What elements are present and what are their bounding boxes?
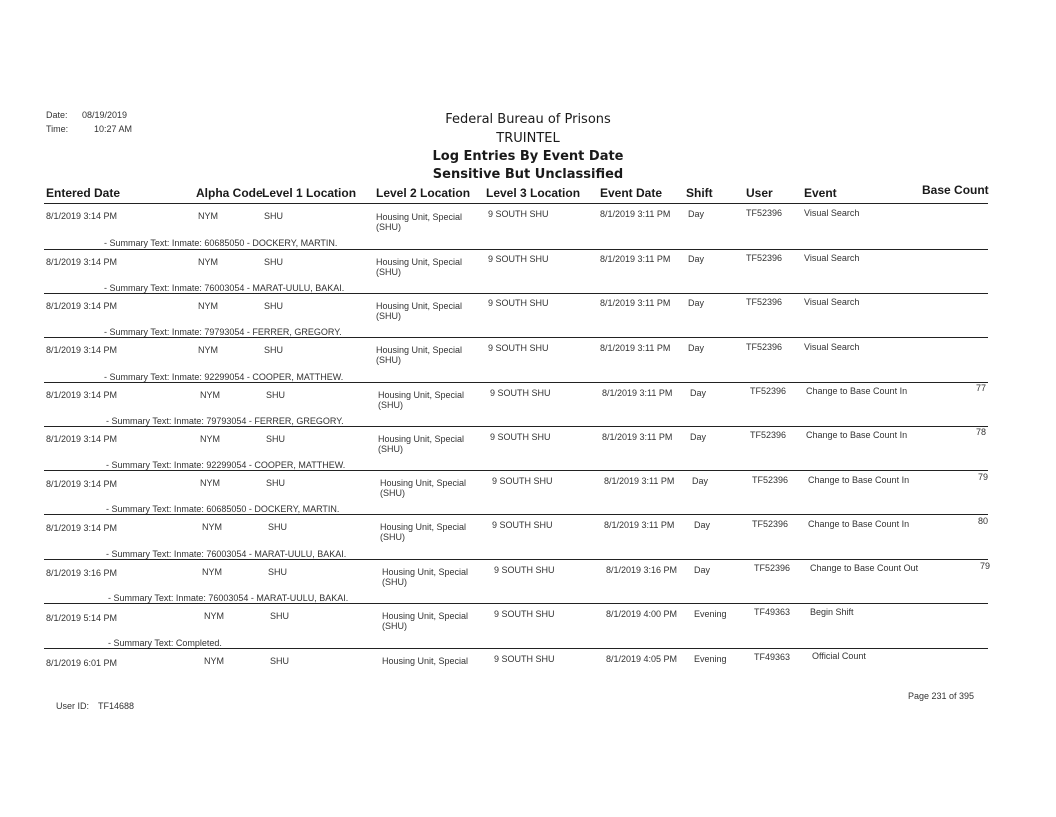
cell-user: TF52396 — [752, 519, 789, 529]
cell-entered: 8/1/2019 3:14 PM — [46, 345, 118, 355]
cell-event: Begin Shift — [810, 607, 854, 617]
row-divider — [44, 382, 988, 383]
cell-event: Change to Base Count Out — [810, 563, 919, 573]
cell-user: TF52396 — [746, 297, 783, 307]
cell-level2: Housing Unit, Special (SHU) — [380, 478, 467, 498]
cell-event-date: 8/1/2019 3:11 PM — [600, 298, 671, 308]
cell-event: Visual Search — [804, 297, 860, 307]
cell-user: TF49363 — [754, 607, 791, 617]
cell-event-date: 8/1/2019 3:11 PM — [600, 343, 671, 353]
cell-alpha: NYM — [202, 522, 222, 532]
cell-entered: 8/1/2019 5:14 PM — [46, 613, 118, 623]
cell-event: Change to Base Count In — [808, 475, 910, 485]
row-divider — [44, 514, 988, 515]
cell-event-date: 8/1/2019 4:05 PM — [606, 654, 678, 664]
cell-level2: Housing Unit, Special (SHU) — [378, 390, 465, 410]
cell-event-date: 8/1/2019 3:11 PM — [600, 209, 671, 219]
col-entered-date: Entered Date — [46, 186, 121, 200]
cell-entered: 8/1/2019 3:16 PM — [46, 568, 118, 578]
col-base-count: Base Count — [922, 183, 989, 197]
cell-event: Visual Search — [804, 208, 860, 218]
cell-level1: SHU — [266, 434, 286, 444]
report-title: Log Entries By Event Date — [432, 149, 624, 164]
footer-user-id-label: User ID: — [56, 701, 90, 711]
col-level2: Level 2 Location — [376, 186, 471, 200]
cell-entered: 8/1/2019 3:14 PM — [46, 390, 118, 400]
cell-shift: Day — [688, 298, 705, 308]
cell-entered: 8/1/2019 3:14 PM — [46, 434, 118, 444]
cell-base-count: 79 — [978, 472, 989, 482]
cell-user: TF52396 — [752, 475, 789, 485]
col-shift: Shift — [686, 186, 713, 200]
footer-user-id-value: TF14688 — [98, 701, 135, 711]
row-summary: - Summary Text: Inmate: 92299054 - COOPER, MATTHEW. — [104, 372, 344, 382]
cell-level3: 9 SOUTH SHU — [492, 476, 553, 486]
cell-event: Change to Base Count In — [808, 519, 910, 529]
cell-shift: Evening — [694, 654, 727, 664]
cell-user: TF52396 — [746, 208, 783, 218]
col-level3: Level 3 Location — [486, 186, 581, 200]
cell-level2: Housing Unit, Special (SHU) — [378, 434, 465, 454]
cell-event-date: 8/1/2019 3:11 PM — [604, 520, 675, 530]
row-summary: - Summary Text: Inmate: 76003054 - MARAT-UULU, BAKAI. — [108, 593, 349, 603]
cell-level1: SHU — [270, 611, 290, 621]
cell-user: TF52396 — [750, 430, 787, 440]
row-divider — [44, 249, 988, 250]
cell-event: Visual Search — [804, 253, 860, 263]
cell-alpha: NYM — [198, 301, 218, 311]
cell-level3: 9 SOUTH SHU — [492, 520, 553, 530]
cell-level2: Housing Unit, Special (SHU) — [376, 257, 463, 277]
cell-level3: 9 SOUTH SHU — [488, 343, 549, 353]
cell-level2: Housing Unit, Special (SHU) — [380, 522, 467, 542]
cell-entered: 8/1/2019 3:14 PM — [46, 301, 118, 311]
cell-alpha: NYM — [200, 478, 220, 488]
cell-level2: Housing Unit, Special (SHU) — [382, 567, 469, 587]
cell-entered: 8/1/2019 3:14 PM — [46, 211, 118, 221]
col-event-date: Event Date — [600, 186, 663, 200]
cell-event-date: 8/1/2019 3:11 PM — [600, 254, 671, 264]
cell-shift: Day — [688, 254, 705, 264]
cell-event-date: 8/1/2019 3:11 PM — [604, 476, 675, 486]
row-summary: - Summary Text: Inmate: 76003054 - MARAT-UULU, BAKAI. — [106, 549, 347, 559]
date-label: Date: — [46, 110, 68, 120]
col-user: User — [746, 186, 773, 200]
row-summary: - Summary Text: Inmate: 92299054 - COOPER, MATTHEW. — [106, 460, 346, 470]
cell-level2: Housing Unit, Special (SHU) — [382, 611, 469, 631]
cell-user: TF52396 — [754, 563, 791, 573]
cell-level1: SHU — [266, 478, 286, 488]
cell-alpha: NYM — [202, 567, 222, 577]
cell-shift: Day — [688, 209, 705, 219]
cell-base-count: 79 — [980, 561, 991, 571]
cell-shift: Evening — [694, 609, 727, 619]
cell-level1: SHU — [264, 301, 284, 311]
row-divider — [44, 426, 988, 427]
cell-entered: 8/1/2019 3:14 PM — [46, 257, 118, 267]
cell-level1: SHU — [266, 390, 286, 400]
cell-alpha: NYM — [200, 390, 220, 400]
col-alpha-code: Alpha Code — [196, 186, 263, 200]
cell-level1: SHU — [270, 656, 290, 666]
cell-event: Official Count — [812, 651, 866, 661]
cell-level3: 9 SOUTH SHU — [494, 609, 555, 619]
cell-event-date: 8/1/2019 4:00 PM — [606, 609, 678, 619]
cell-alpha: NYM — [204, 611, 224, 621]
cell-user: TF52396 — [750, 386, 787, 396]
cell-shift: Day — [690, 432, 707, 442]
row-divider — [44, 559, 988, 560]
cell-entered: 8/1/2019 3:14 PM — [46, 523, 118, 533]
cell-shift: Day — [694, 565, 711, 575]
cell-entered: 8/1/2019 6:01 PM — [46, 658, 118, 668]
cell-level1: SHU — [268, 522, 288, 532]
cell-alpha: NYM — [198, 345, 218, 355]
row-summary: - Summary Text: Inmate: 76003054 - MARAT-UULU, BAKAI. — [104, 283, 345, 293]
cell-base-count: 78 — [976, 427, 987, 437]
cell-level3: 9 SOUTH SHU — [488, 209, 549, 219]
cell-base-count: 80 — [978, 516, 989, 526]
cell-level3: 9 SOUTH SHU — [490, 388, 551, 398]
cell-shift: Day — [688, 343, 705, 353]
row-divider — [44, 470, 988, 471]
cell-level1: SHU — [268, 567, 288, 577]
cell-user: TF52396 — [746, 253, 783, 263]
cell-event-date: 8/1/2019 3:11 PM — [602, 432, 673, 442]
cell-level2: Housing Unit, Special (SHU) — [376, 345, 463, 365]
row-divider — [44, 337, 988, 338]
row-summary: - Summary Text: Inmate: 79793054 - FERRER, GREGORY. — [104, 327, 342, 337]
cell-shift: Day — [690, 388, 707, 398]
cell-level1: SHU — [264, 345, 284, 355]
cell-event: Change to Base Count In — [806, 386, 908, 396]
col-level1: Level 1 Location — [262, 186, 357, 200]
report-classification: Sensitive But Unclassified — [432, 167, 624, 182]
time-value: 10:27 AM — [94, 124, 133, 134]
report-org: Federal Bureau of Prisons — [445, 112, 611, 127]
cell-level2: Housing Unit, Special — [382, 656, 469, 666]
cell-event-date: 8/1/2019 3:11 PM — [602, 388, 673, 398]
time-label: Time: — [46, 124, 69, 134]
row-summary: - Summary Text: Inmate: 79793054 - FERRER, GREGORY. — [106, 416, 344, 426]
cell-event: Change to Base Count In — [806, 430, 908, 440]
cell-level3: 9 SOUTH SHU — [488, 254, 549, 264]
cell-level3: 9 SOUTH SHU — [488, 298, 549, 308]
cell-level3: 9 SOUTH SHU — [494, 565, 555, 575]
cell-user: TF49363 — [754, 652, 791, 662]
cell-base-count: 77 — [976, 383, 987, 393]
cell-level2: Housing Unit, Special (SHU) — [376, 301, 463, 321]
date-value: 08/19/2019 — [82, 110, 128, 120]
cell-entered: 8/1/2019 3:14 PM — [46, 479, 118, 489]
row-divider — [44, 603, 988, 604]
row-summary: - Summary Text: Inmate: 60685050 - DOCKERY, MARTIN. — [104, 238, 338, 248]
cell-level1: SHU — [264, 211, 284, 221]
row-summary: - Summary Text: Inmate: 60685050 - DOCKERY, MARTIN. — [106, 504, 340, 514]
report-system: TRUINTEL — [496, 131, 560, 146]
cell-alpha: NYM — [198, 211, 218, 221]
page-number: Page 231 of 395 — [908, 691, 975, 701]
row-summary: - Summary Text: Completed. — [108, 638, 222, 648]
cell-level3: 9 SOUTH SHU — [494, 654, 555, 664]
cell-shift: Day — [692, 476, 709, 486]
cell-alpha: NYM — [204, 656, 224, 666]
col-event: Event — [804, 186, 837, 200]
cell-level2: Housing Unit, Special (SHU) — [376, 212, 463, 232]
cell-level1: SHU — [264, 257, 284, 267]
cell-event-date: 8/1/2019 3:16 PM — [606, 565, 678, 575]
cell-event: Visual Search — [804, 342, 860, 352]
cell-alpha: NYM — [198, 257, 218, 267]
header-rule — [44, 203, 988, 204]
cell-level3: 9 SOUTH SHU — [490, 432, 551, 442]
cell-alpha: NYM — [200, 434, 220, 444]
row-divider — [44, 648, 988, 649]
cell-user: TF52396 — [746, 342, 783, 352]
cell-shift: Day — [694, 520, 711, 530]
row-divider — [44, 293, 988, 294]
